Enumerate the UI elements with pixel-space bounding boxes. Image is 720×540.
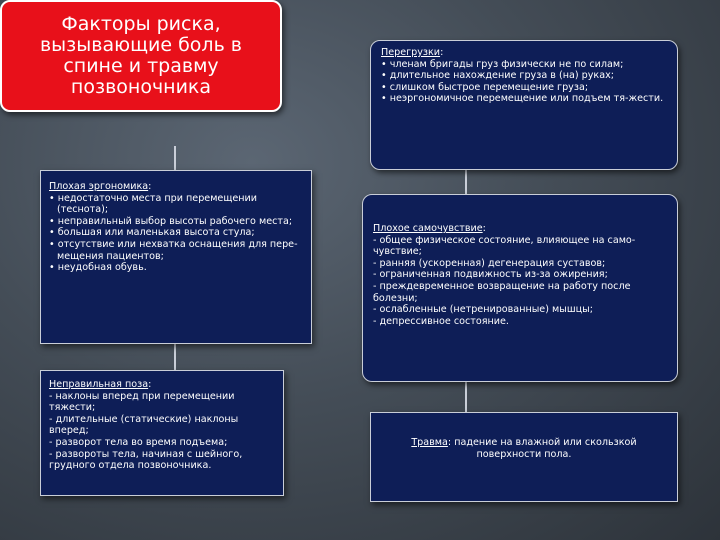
list-item: • большая или маленькая высота стула; [49,227,255,239]
wellbeing-heading-line: Плохое самочувствие: [373,223,486,234]
overload-heading-line: Перегрузки: [381,47,444,58]
connector-right [465,170,467,194]
list-item: - длительные (статические) наклоны вперед; [49,413,239,437]
list-item: - наклоны вперед при перемещении тяжести; [49,390,235,414]
overload-box [370,40,678,170]
connector-right-lower [465,382,467,412]
posture-box [40,370,284,496]
list-item: - ослабленные (нетренированные) мышцы; [373,304,593,316]
trauma-box [370,412,678,502]
ergonomics-heading: Плохая эргономика [49,181,149,192]
list-item: • неправильный выбор высоты рабочего места; [49,215,293,227]
posture-heading: Неправильная поза [49,379,149,390]
list-item: - ограниченная подвижность из-за ожирения; [373,269,608,281]
ergonomics-box [40,170,312,344]
list-item: • слишком быстрое перемещение груза; [381,81,589,93]
connector-left [174,146,176,170]
list-item: - ранняя (ускоренная) дегенерация суставов; [373,257,606,269]
trauma-heading: Травма [411,437,448,448]
ergonomics-heading-line: Плохая эргономика: [49,181,152,192]
list-item: • отсутствие или нехватка оснащения для пере-мещения пациентов; [49,238,298,262]
list-item: - развороты тела, начиная с шейного, грудного отдела позвоночника. [49,448,243,472]
list-item: • недостаточно места при перемещении (теснота); [49,192,258,216]
page-title: Факторы риска, вызывающие боль в спине и травму позвоночника [39,13,243,98]
list-item: - депрессивное состояние. [373,315,509,327]
overload-heading: Перегрузки [381,47,441,58]
list-item: - общее физическое состояние, влияющее на само-чувствие; [373,234,636,258]
connector-left-lower [174,344,176,370]
list-item: - преждевременное возвращение на работу после болезни; [373,280,631,304]
list-item: • неэргономичное перемещение или подъем тя-жести. [381,93,664,105]
title-box [0,0,282,112]
list-item: • длительное нахождение груза в (на) руках; [381,70,614,82]
list-item: • членам бригады груз физически не по силам; [381,58,624,70]
list-item: - разворот тела во время подъема; [49,436,228,448]
list-item: • неудобная обувь. [49,262,147,274]
posture-heading-line: Неправильная поза: [49,379,152,390]
wellbeing-heading: Плохое самочувствие [373,223,483,234]
trauma-text: : падение на влажной или скользкой поверхности пола. [447,437,637,460]
wellbeing-box [362,194,678,382]
